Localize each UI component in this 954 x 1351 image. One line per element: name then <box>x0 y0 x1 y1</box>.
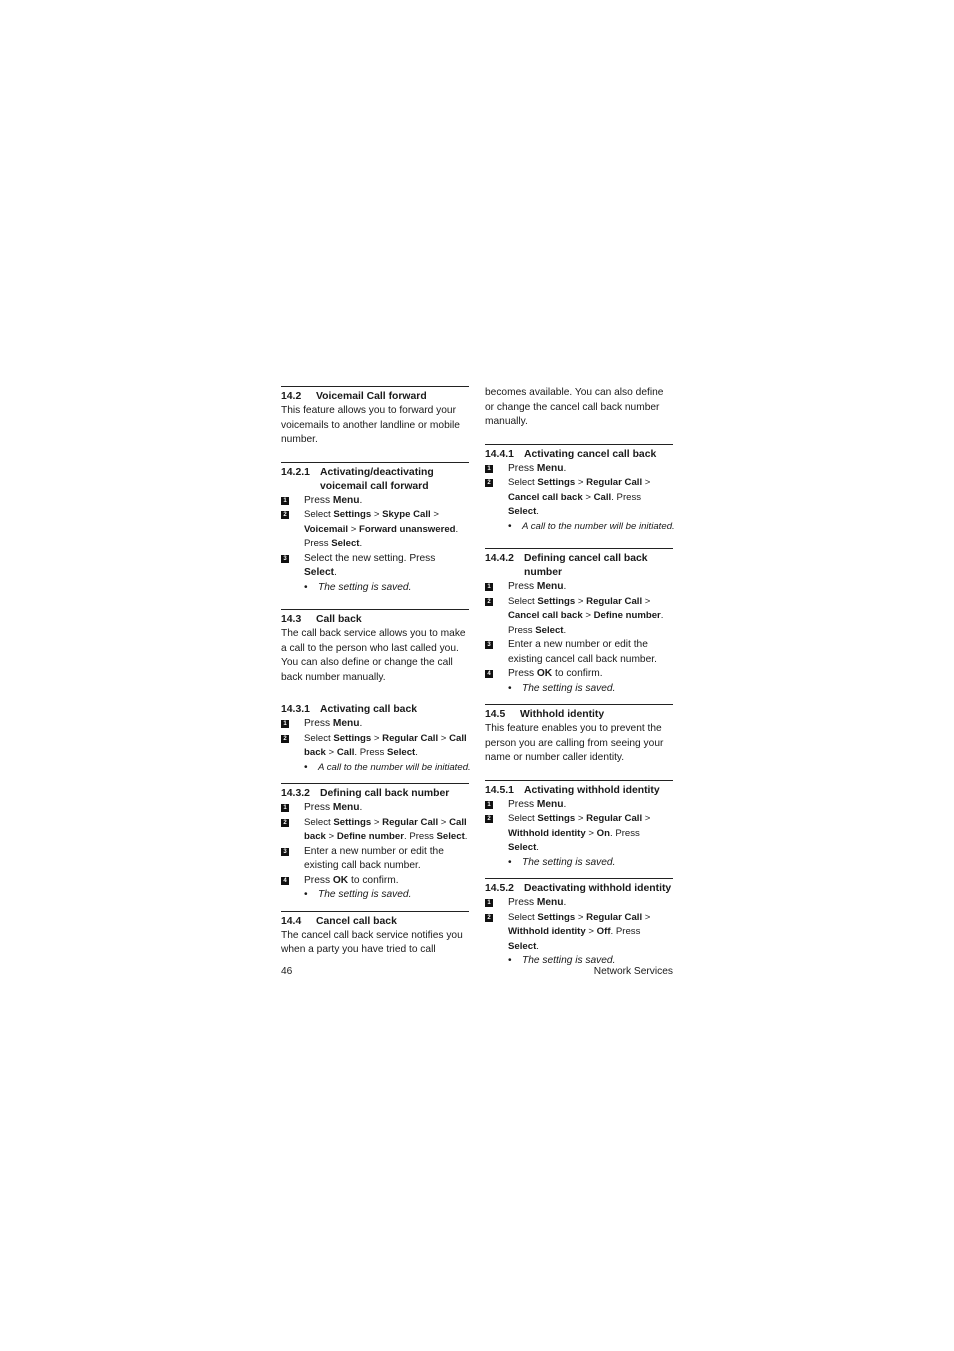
step-number-badge: 1 <box>485 583 493 591</box>
section-14-4-2 <box>485 548 673 696</box>
section-title: Defining cancel call back number <box>524 553 648 578</box>
page-footer <box>281 966 673 977</box>
step-text: Enter a new number or edit the existing call back number. <box>304 845 444 871</box>
step-text: Press Menu. <box>508 897 567 908</box>
section-title: Defining call back number <box>320 788 450 799</box>
step <box>281 845 469 874</box>
step <box>485 798 673 813</box>
section-14-4 <box>281 911 469 958</box>
section-title: Cancel call back <box>316 915 397 927</box>
step-number-badge: 3 <box>281 848 289 856</box>
step <box>281 494 469 509</box>
section-number: 14.3.1 <box>281 704 310 715</box>
step-number-badge: 1 <box>281 497 289 505</box>
result-note: • The setting is saved. <box>304 581 412 593</box>
step-text: Press Menu. <box>304 718 363 729</box>
section-title: Voicemail Call forward <box>316 391 427 402</box>
step-text: Select Settings > Regular Call > Cancel call back > Define number. Press Select. <box>508 595 664 636</box>
section-body: This feature enables you to prevent the person you are calling from seeing your name or number caller identity. <box>485 723 664 763</box>
step-text: Press Menu. <box>304 802 363 813</box>
step-text: Press Menu. <box>508 462 567 474</box>
section-14-3 <box>281 609 469 685</box>
section-14-3-2 <box>281 783 469 903</box>
step-number-badge: 3 <box>485 641 493 649</box>
step-number-badge: 4 <box>485 670 493 678</box>
step <box>281 874 469 889</box>
step-text: Select Settings > Regular Call > Call back > Call. Press Select. <box>304 732 467 758</box>
step-number-badge: 2 <box>485 479 493 487</box>
result-note: • A call to the number will be initiated. <box>304 761 471 773</box>
step-number-badge: 2 <box>281 819 289 827</box>
section-number: 14.3 <box>281 614 302 625</box>
section-14-4-1 <box>485 444 673 535</box>
left-column <box>281 386 469 958</box>
section-14-2 <box>281 386 469 448</box>
result-note: • The setting is saved. <box>508 955 616 966</box>
step-number-badge: 1 <box>485 899 493 907</box>
chapter-name: Network Services <box>593 966 673 977</box>
step-text: Press Menu. <box>508 581 567 592</box>
section-number: 14.4 <box>281 915 302 927</box>
step <box>485 580 673 595</box>
section-title: Activating call back <box>320 704 418 715</box>
section-body: This feature allows you to forward your voicemails to another landline or mobile number. <box>281 405 460 445</box>
section-title: Activating withhold identity <box>524 784 660 796</box>
result-note: • The setting is saved. <box>304 889 412 900</box>
step-text: Select Settings > Regular Call > Cancel call back > Call. Press Select. <box>508 477 651 517</box>
step-number-badge: 1 <box>485 801 493 809</box>
result-note: • The setting is saved. <box>508 682 616 694</box>
section-title: Deactivating withhold identity <box>524 883 672 894</box>
step <box>485 462 673 477</box>
section-number: 14.5 <box>485 709 506 720</box>
step <box>281 801 469 816</box>
step-number-badge: 3 <box>281 555 289 563</box>
section-number: 14.5.2 <box>485 883 514 894</box>
step-number-badge: 2 <box>281 511 289 519</box>
section-title: Withhold identity <box>520 709 605 720</box>
section-title: Activating cancel call back <box>524 448 657 460</box>
step-text: Press OK to confirm. <box>304 874 399 886</box>
section-14-3-1 <box>281 699 469 775</box>
step <box>485 476 673 520</box>
section-number: 14.4.1 <box>485 448 514 460</box>
step-text: Press Menu. <box>304 494 363 506</box>
section-14-2-1 <box>281 462 469 596</box>
step-number-badge: 2 <box>281 735 289 743</box>
step-text: Enter a new number or edit the existing cancel call back number. <box>508 639 657 665</box>
section-number: 14.5.1 <box>485 784 514 796</box>
result-note: • A call to the number will be initiated. <box>508 520 675 532</box>
step-number-badge: 2 <box>485 598 493 606</box>
step-text: Select the new setting. Press Select. <box>304 552 436 578</box>
section-body: The call back service allows you to make a call to the person who last called you. You can also define or change the call back number manually. <box>281 628 466 683</box>
step-text: Press Menu. <box>508 798 567 810</box>
step <box>281 508 469 552</box>
step-text: Press OK to confirm. <box>508 668 603 679</box>
step-number-badge: 4 <box>281 877 289 885</box>
step <box>485 667 673 682</box>
step <box>485 911 673 955</box>
step-number-badge: 2 <box>485 815 493 823</box>
step-text: Select Settings > Skype Call > Voicemail > Forward unanswered. Press Select. <box>304 509 459 549</box>
step-text: Select Settings > Regular Call > Withhold identity > Off. Press Select. <box>508 911 651 952</box>
section-14-5 <box>485 704 673 766</box>
step <box>485 638 673 667</box>
section-number: 14.2.1 <box>281 466 310 478</box>
section-14-5-1 <box>485 780 673 871</box>
step-number-badge: 1 <box>281 720 289 728</box>
step-number-badge: 1 <box>485 465 493 473</box>
step <box>281 717 469 732</box>
right-column <box>485 386 673 969</box>
section-body-continued: becomes available. You can also define or change the cancel call back number manually. <box>485 387 664 427</box>
result-note: • The setting is saved. <box>508 856 616 868</box>
step <box>485 595 673 639</box>
page-number: 46 <box>281 966 293 977</box>
step <box>281 732 469 761</box>
section-number: 14.2 <box>281 391 302 402</box>
section-number: 14.3.2 <box>281 788 310 799</box>
section-title: Call back <box>316 614 362 625</box>
step-text: Select Settings > Regular Call > Call back > Define number. Press Select. <box>304 816 468 842</box>
step <box>281 816 469 845</box>
step <box>281 552 469 581</box>
section-body: The cancel call back service notifies you when a party you have tried to call <box>281 929 463 955</box>
section-title: Activating/deactivating voicemail call forward <box>320 466 434 492</box>
step <box>485 896 673 911</box>
step-number-badge: 1 <box>281 804 289 812</box>
step <box>485 812 673 856</box>
step-text: Select Settings > Regular Call > Withhold identity > On. Press Select. <box>508 813 651 853</box>
step-number-badge: 2 <box>485 914 493 922</box>
section-number: 14.4.2 <box>485 553 514 564</box>
section-14-5-2 <box>485 878 673 969</box>
